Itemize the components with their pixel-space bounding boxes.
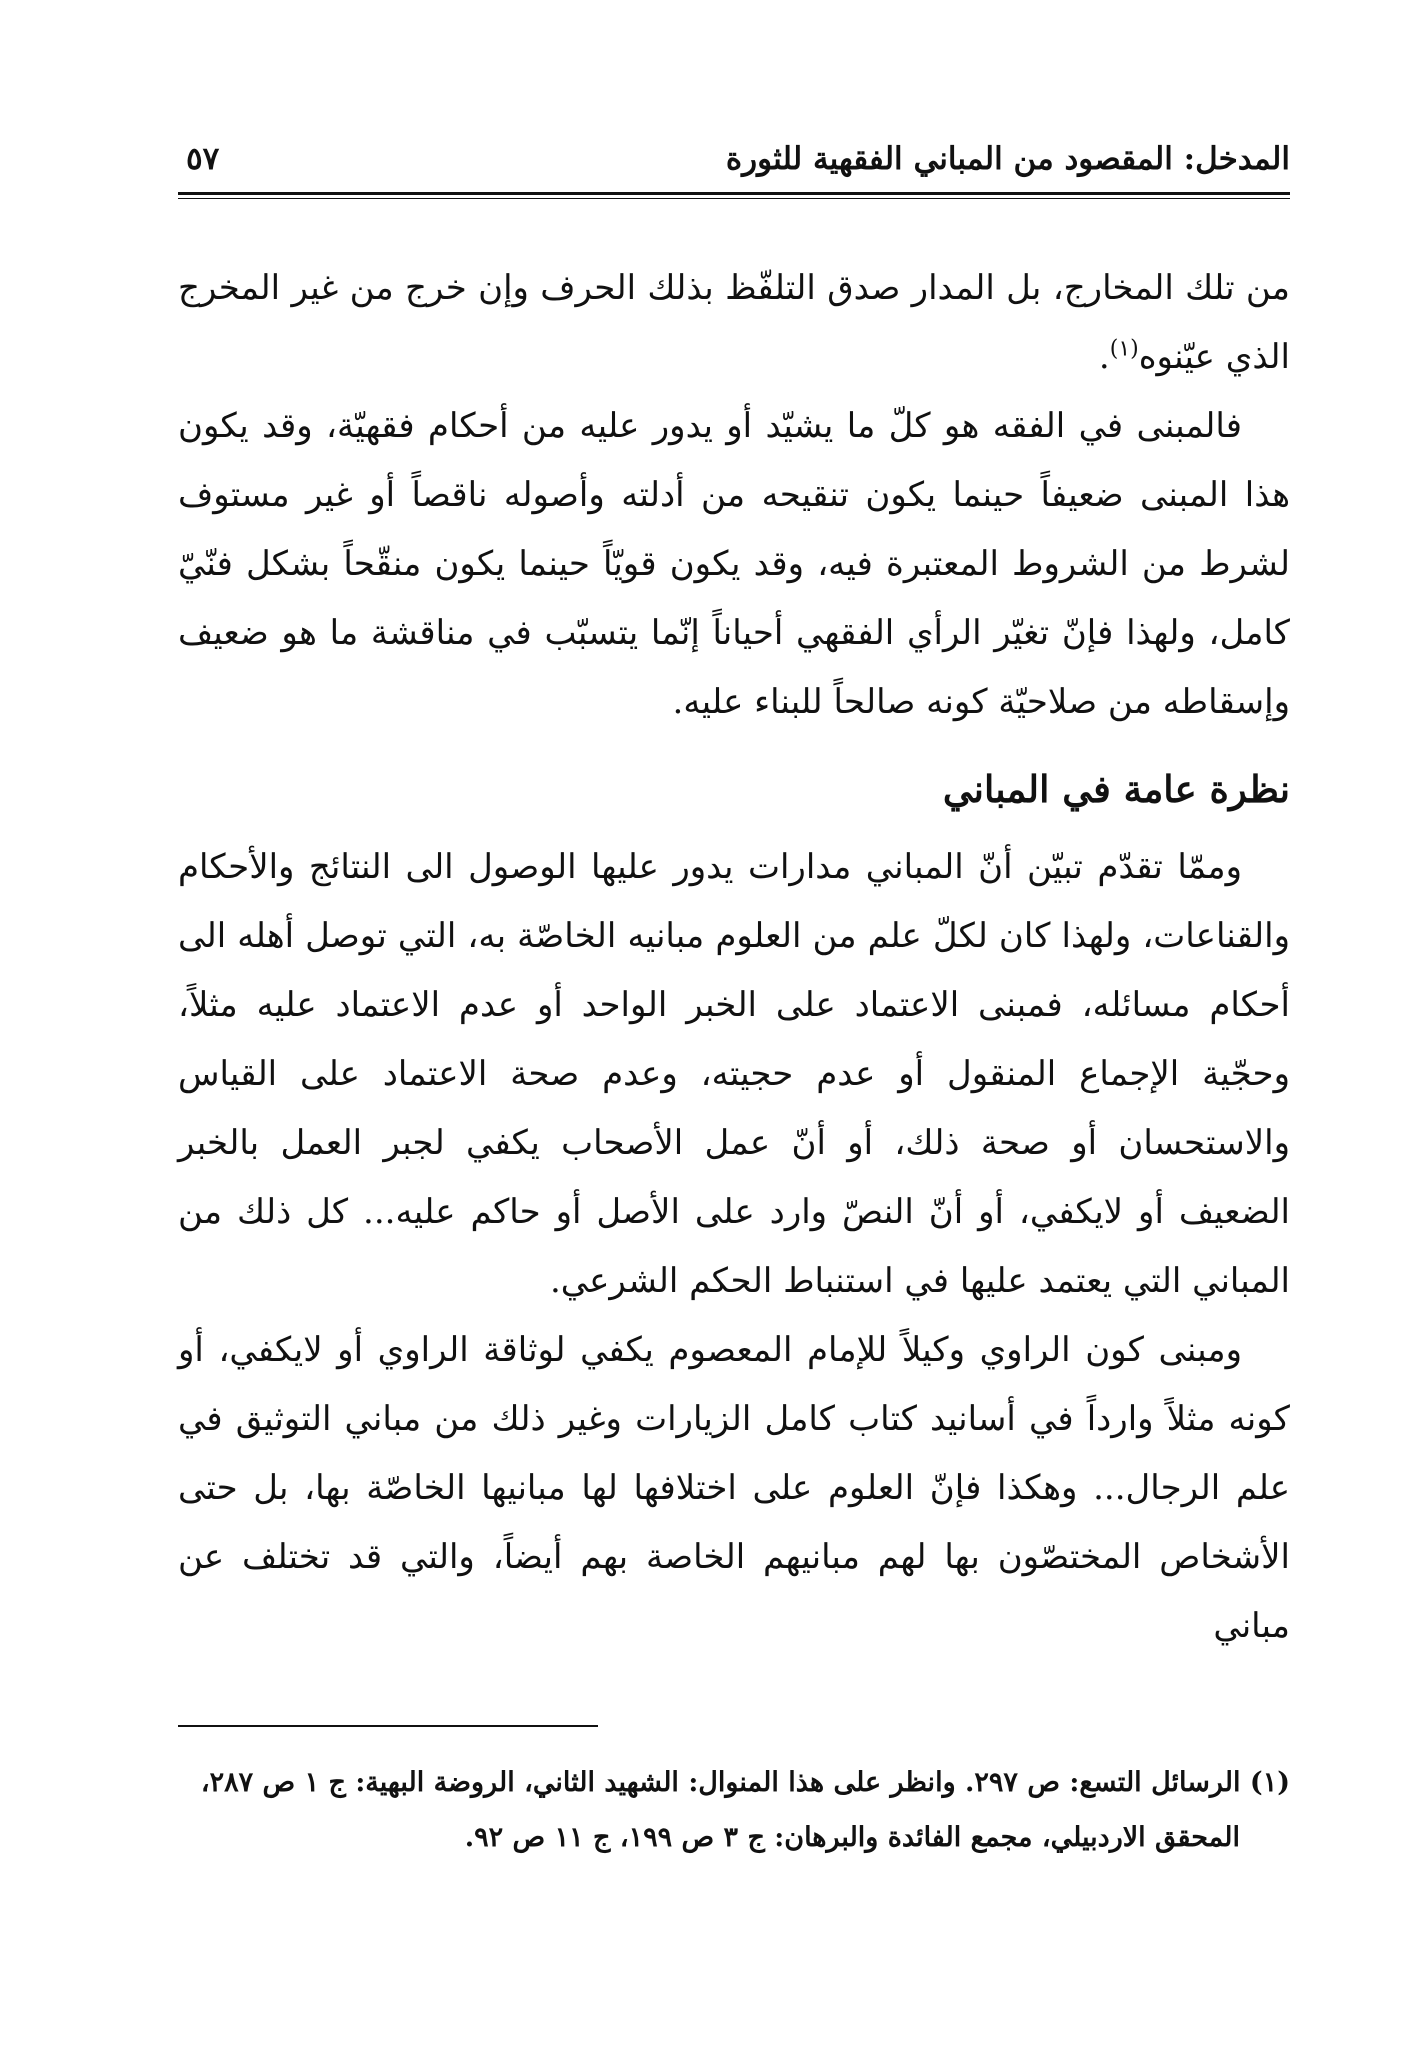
footnotes — [178, 1755, 1290, 1865]
book-page — [178, 120, 1290, 2000]
paragraph-text: من تلك المخارج، بل المدار صدق التلفّظ بذلك الحرف وإن خرج من غير المخرج الذي عيّنوه — [178, 268, 1290, 377]
paragraph-period: . — [1098, 337, 1110, 377]
footnote-reference[interactable]: (١) — [1109, 336, 1139, 362]
paragraph-continuation — [178, 254, 1290, 392]
section-heading: نظرة عامة في المباني — [942, 767, 1290, 811]
header-rule — [178, 192, 1290, 199]
paragraph: وممّا تقدّم تبيّن أنّ المباني مدارات يدور عليها الوصول الى النتائج والأحكام والقناعات، ولهذا كان لكلّ علم من العلوم مبانيه الخاصّة به، التي توصل أهله الى أحكام مسائله، فمبنى الاعتماد على الخبر الواحد أو عدم الاعتماد عليه مثلاً، وحجّية الإجماع المنقول أو عدم حجيته، وعدم صحة الاعتماد على القياس والاستحسان أو صحة ذلك، أو أنّ عمل الأصحاب يكفي لجبر العمل بالخبر الضعيف أو لايكفي، أو أنّ النصّ وارد على الأصل أو حاكم عليه... كل ذلك من المباني التي يعتمد عليها في استنباط الحكم الشرعي. — [178, 847, 1290, 1301]
paragraph: فالمبنى في الفقه هو كلّ ما يشيّد أو يدور عليه من أحكام فقهيّة، وقد يكون هذا المبنى ضعيفاً حينما يكون تنقيحه من أدلته وأصوله ناقصاً أو غير مستوف لشرط من الشروط المعتبرة فيه، وقد يكون قويّاً حينما يكون منقّحاً بشكل فنّيّ كامل، ولهذا فإنّ تغيّر الرأي الفقهي أحياناً إنّما يتسبّب في مناقشة ما هو ضعيف وإسقاطه من صلاحيّة كونه صالحاً للبناء عليه. — [178, 406, 1290, 722]
running-header — [178, 120, 1290, 182]
paragraph: ومبنى كون الراوي وكيلاً للإمام المعصوم يكفي لوثاقة الراوي أو لايكفي، أو كونه مثلاً وارداً في أسانيد كتاب كامل الزيارات وغير ذلك من مباني التوثيق في علم الرجال... وهكذا فإنّ العلوم على اختلافها لها مبانيها الخاصّة بها، بل حتى الأشخاص المختصّون بها لهم مبانيهم الخاصة بهم أيضاً، والتي قد تختلف عن مباني — [178, 1330, 1290, 1646]
body-text — [178, 254, 1290, 1661]
footnote-line: (١) الرسائل التسع: ص ٢٩٧. وانظر على هذا المنوال: الشهيد الثاني، الروضة البهية: ج ١ ص ٢٨٧، — [200, 1767, 1290, 1798]
running-title: المدخل: المقصود من المباني الفقهية للثورة — [725, 141, 1290, 177]
footnote-line: المحقق الاردبيلي، مجمع الفائدة والبرهان: ج ٣ ص ١٩٩، ج ١١ ص ٩٢. — [464, 1822, 1240, 1853]
footnote-divider — [178, 1725, 598, 1727]
page-number: ٥٧ — [186, 141, 220, 177]
